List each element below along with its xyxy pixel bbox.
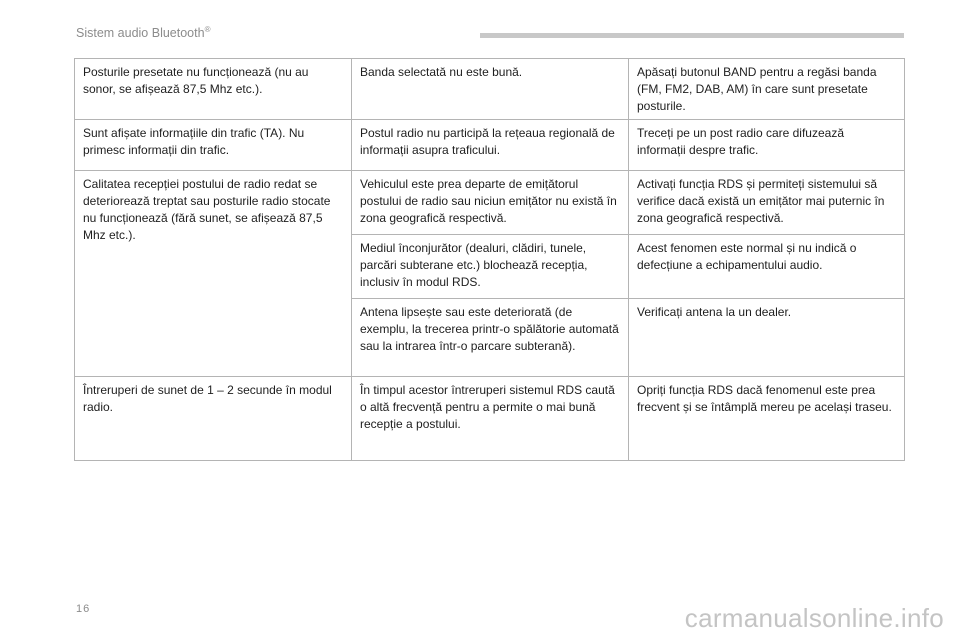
table-row [75,120,905,171]
cause-cell: În timpul acestor întreruperi sistemul RDS caută o altă frecvență pentru a permite o mai bună recepție a postului. [352,377,629,461]
header-rule [480,33,904,38]
solution-cell: Acest fenomen este normal și nu indică o defecțiune a echipamentului audio. [629,235,905,299]
problem-cell: Posturile presetate nu funcționează (nu au sonor, se afișează 87,5 Mhz etc.). [75,59,352,120]
cause-cell: Vehiculul este prea departe de emițătorul postului de radio sau niciun emițător nu există în zona geografică respectivă. [352,171,629,235]
table-row [75,171,905,235]
table-row [75,377,905,461]
solution-cell: Verificați antena la un dealer. [629,299,905,377]
troubleshooting-table [74,58,905,461]
watermark-logo: carmanualsonline.info [684,603,944,633]
header-title-text: Sistem audio Bluetooth [76,26,205,40]
cause-cell: Antena lipsește sau este deteriorată (de exemplu, la trecerea printr-o spălătorie automată sau la intrarea într-o parcare subterană). [352,299,629,377]
page-number: 16 [76,603,91,615]
solution-cell: Opriți funcția RDS dacă fenomenul este prea frecvent și se întâmplă mereu pe același traseu. [629,377,905,461]
solution-cell: Apăsați butonul BAND pentru a regăsi banda (FM, FM2, DAB, AM) în care sunt presetate posturile. [629,59,905,120]
problem-cell: Calitatea recepției postului de radio redat se deteriorează treptat sau posturile radio stocate nu funcționează (fără sunet, se afișează 87,5 Mhz etc.). [75,171,352,377]
registered-mark: ® [204,24,211,34]
table-row [75,59,905,120]
solution-cell: Treceți pe un post radio care difuzează informații despre trafic. [629,120,905,171]
cause-cell: Banda selectată nu este bună. [352,59,629,120]
solution-cell: Activați funcția RDS și permiteți sistemului să verifice dacă există un emițător mai puternic în zona geografică respectivă. [629,171,905,235]
cause-cell: Mediul înconjurător (dealuri, clădiri, tunele, parcări subterane etc.) blochează recepția, inclusiv în modul RDS. [352,235,629,299]
cause-cell: Postul radio nu participă la rețeaua regională de informații asupra traficului. [352,120,629,171]
problem-cell: Întreruperi de sunet de 1 – 2 secunde în modul radio. [75,377,352,461]
page-header-title [76,26,210,40]
problem-cell: Sunt afișate informațiile din trafic (TA). Nu primesc informații din trafic. [75,120,352,171]
